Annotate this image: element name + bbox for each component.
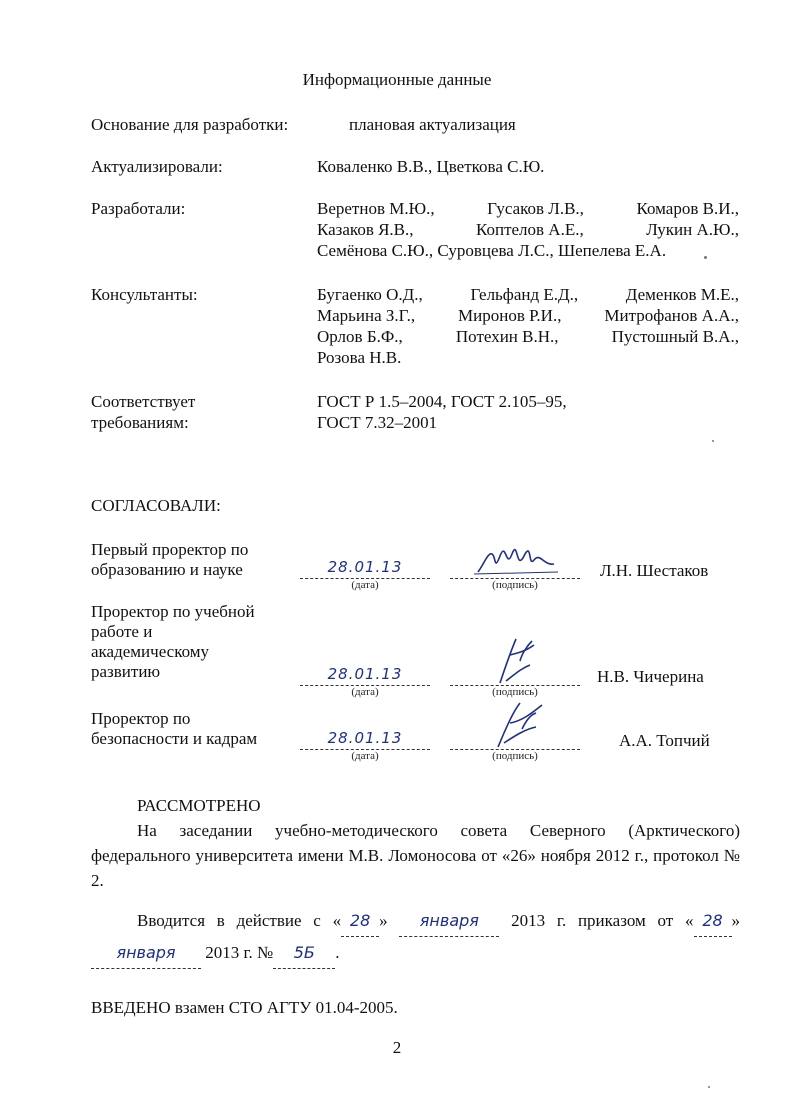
developer-name: Гусаков Л.В., bbox=[487, 199, 584, 218]
signature-caption: (подпись) bbox=[492, 750, 538, 762]
compliance-value-line1: ГОСТ Р 1.5–2004, ГОСТ 2.105–95, bbox=[317, 392, 567, 411]
consultant-name: Орлов Б.Ф., bbox=[317, 327, 403, 346]
date-caption: (дата) bbox=[351, 750, 379, 762]
approver-position-line: образованию и науке bbox=[91, 560, 243, 579]
scan-speck bbox=[712, 440, 714, 442]
signature-caption: (подпись) bbox=[492, 579, 538, 591]
enact-day-handwritten: 28 bbox=[341, 905, 379, 937]
developer-name: Веретнов М.Ю., bbox=[317, 199, 435, 218]
review-heading: РАССМОТРЕНО bbox=[137, 796, 261, 815]
date-caption: (дата) bbox=[351, 686, 379, 698]
consultants-line bbox=[317, 348, 739, 369]
developed-by-line bbox=[317, 220, 739, 241]
developed-by-line bbox=[317, 241, 739, 262]
approval-date-field bbox=[300, 663, 430, 698]
consultant-name: Бугаенко О.Д., bbox=[317, 285, 423, 304]
approver-position-line: развитию bbox=[91, 662, 161, 681]
approver-position-line: академическому bbox=[91, 642, 210, 661]
developed-by-list bbox=[317, 199, 739, 262]
order-day-handwritten: 28 bbox=[694, 905, 732, 937]
compliance-label-line1: Соответствует bbox=[91, 392, 196, 411]
approval-signature-field bbox=[450, 727, 580, 762]
basis-label: Основание для разработки: bbox=[91, 115, 289, 134]
approver-position bbox=[91, 709, 257, 749]
review-text: На заседании учебно-методического совета Северного (Арктического) федерального университета имени М.В. Ломоносова от «26» ноября 2012 г., протокол № 2. bbox=[91, 821, 740, 890]
enactment-text: Вводится в действие с « 28 » января 2013 г. приказом от « 28 » января 2013 г. № 5Б . bbox=[91, 905, 740, 969]
developed-by-label: Разработали: bbox=[91, 199, 186, 218]
approver-position-line: работе и bbox=[91, 622, 153, 641]
signature-image bbox=[470, 546, 560, 580]
date-caption: (дата) bbox=[351, 579, 379, 591]
approver-name: Л.Н. Шестаков bbox=[600, 561, 709, 580]
consultants-line bbox=[317, 306, 739, 327]
signature-image bbox=[470, 699, 560, 751]
consultants-line bbox=[317, 327, 739, 348]
approver-position-line: Проректор по bbox=[91, 709, 191, 728]
developer-name: Коптелов А.Е., bbox=[475, 220, 584, 239]
approver-position-line: безопасности и кадрам bbox=[91, 729, 258, 748]
developer-name: Комаров В.И., bbox=[636, 199, 739, 218]
updated-by-label: Актуализировали: bbox=[91, 157, 223, 176]
developer-name: Лукин А.Ю., bbox=[646, 220, 739, 239]
updated-by-value: Коваленко В.В., Цветкова С.Ю. bbox=[317, 157, 545, 176]
compliance-value-line2: ГОСТ 7.32–2001 bbox=[317, 413, 438, 432]
approval-signature-field bbox=[450, 663, 580, 698]
developer-name: Семёнова С.Ю., Суровцева Л.С., Шепелева Е.А. bbox=[317, 241, 667, 260]
page-number: 2 bbox=[392, 1038, 402, 1057]
page-title: Информационные данные bbox=[302, 70, 492, 89]
scan-speck bbox=[708, 1086, 710, 1088]
order-month-handwritten: января bbox=[91, 937, 201, 969]
developed-by-line bbox=[317, 199, 739, 220]
approver-name: А.А. Топчий bbox=[619, 731, 710, 750]
consultant-name: Пустошный В.А., bbox=[611, 327, 739, 346]
developer-name: Казаков Я.В., bbox=[317, 220, 414, 239]
compliance-label-line2: требованиям: bbox=[91, 413, 189, 432]
approval-signature-field bbox=[450, 556, 580, 591]
consultant-name: Миронов Р.И., bbox=[458, 306, 562, 325]
replaced-note: ВВЕДЕНО взамен СТО АГТУ 01.04-2005. bbox=[91, 998, 398, 1017]
order-number-handwritten: 5Б bbox=[273, 937, 335, 969]
consultant-name: Розова Н.В. bbox=[317, 348, 402, 367]
scan-speck bbox=[704, 256, 707, 259]
consultant-name: Митрофанов А.А., bbox=[604, 306, 739, 325]
signature-image bbox=[470, 635, 560, 687]
consultant-name: Деменков М.Е., bbox=[625, 285, 739, 304]
basis-value: плановая актуализация bbox=[349, 115, 516, 134]
approver-name: Н.В. Чичерина bbox=[597, 667, 704, 686]
consultants-line bbox=[317, 285, 739, 306]
approver-position-line: Первый проректор по bbox=[91, 540, 249, 559]
approver-position bbox=[91, 540, 248, 580]
approver-position bbox=[91, 602, 255, 682]
consultant-name: Потехин В.Н., bbox=[455, 327, 559, 346]
consultants-label: Консультанты: bbox=[91, 285, 198, 304]
approval-date-field bbox=[300, 727, 430, 762]
approval-date: 28.01.13 bbox=[327, 729, 403, 747]
approver-position-line: Проректор по учебной bbox=[91, 602, 255, 621]
approval-date-field bbox=[300, 556, 430, 591]
approvals-heading: СОГЛАСОВАЛИ: bbox=[91, 496, 221, 515]
consultants-list bbox=[317, 285, 739, 369]
consultant-name: Гельфанд Е.Д., bbox=[470, 285, 579, 304]
approval-date: 28.01.13 bbox=[327, 558, 403, 576]
consultant-name: Марьина З.Г., bbox=[317, 306, 416, 325]
enact-month-handwritten: января bbox=[399, 905, 499, 937]
signature-caption: (подпись) bbox=[492, 686, 538, 698]
approval-date: 28.01.13 bbox=[327, 665, 403, 683]
